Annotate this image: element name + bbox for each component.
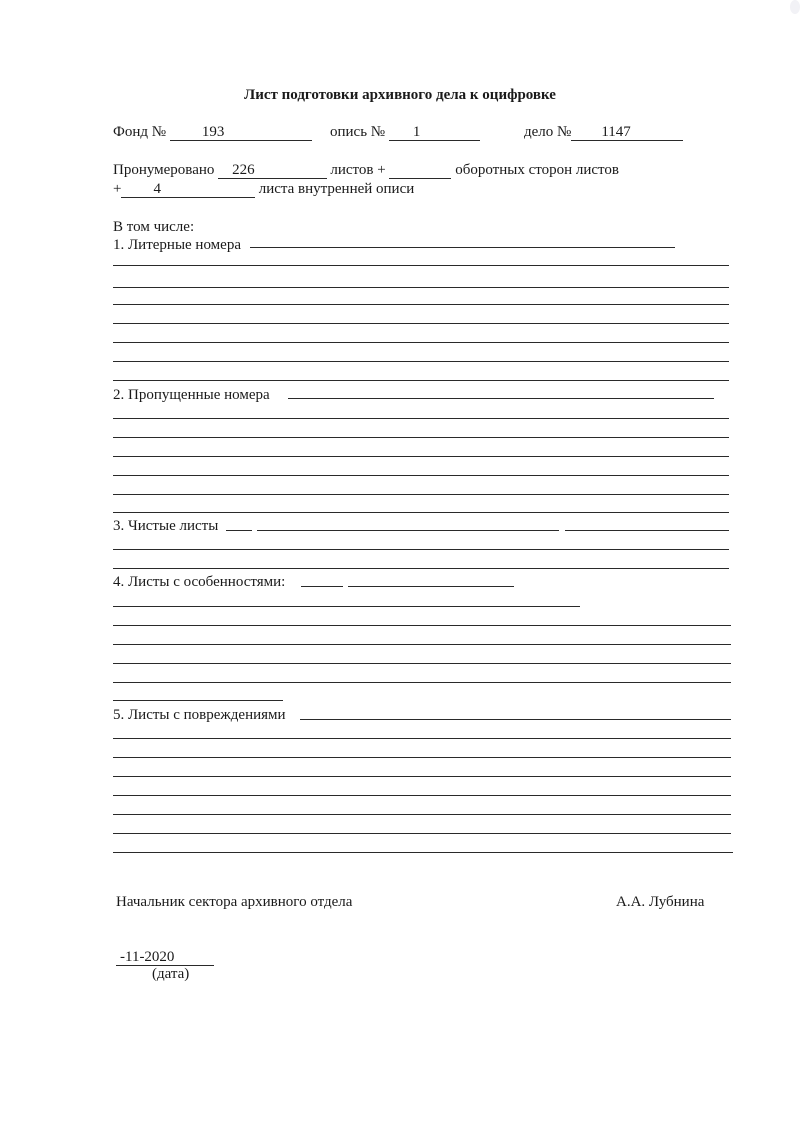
delo-label: дело № (524, 124, 572, 140)
section-missing-numbers: 2. Пропущенные номера (113, 387, 270, 403)
opis-line (330, 123, 480, 141)
fond-value: 193 (201, 124, 225, 140)
section-3-fill-line-c (565, 530, 729, 531)
blank-line (113, 549, 729, 550)
blank-line (113, 361, 729, 362)
scan-mark (790, 0, 800, 14)
including-label: В том числе: (113, 219, 195, 235)
blank-line-short (113, 606, 580, 607)
reverse-blank (389, 163, 451, 179)
blank-line (113, 682, 731, 683)
sheets-blank-tail (255, 163, 327, 179)
section-1-fill-line (250, 247, 675, 248)
blank-line (113, 304, 729, 305)
blank-line (113, 852, 733, 853)
blank-line (113, 265, 729, 266)
blank-line (113, 475, 729, 476)
fond-line (113, 123, 312, 141)
section-3-fill-line-b (257, 530, 559, 531)
fond-label: Фонд № (113, 124, 167, 140)
blank-line (113, 663, 731, 664)
blank-line-tail (113, 700, 283, 701)
opis-blank-lead (389, 125, 413, 141)
inventory-blank-lead (121, 182, 153, 198)
sheets-value: 226 (232, 162, 255, 178)
delo-value: 1147 (601, 124, 631, 140)
numbering-line (113, 161, 619, 179)
blank-line (113, 738, 731, 739)
blank-line (113, 437, 729, 438)
inventory-plus: + (113, 181, 122, 197)
delo-blank-lead (571, 125, 601, 141)
inventory-line (113, 180, 414, 198)
section-damaged-sheets: 5. Листы с повреждениями (113, 707, 286, 723)
sheets-blank-lead (218, 163, 232, 179)
blank-line (113, 494, 729, 495)
sheets-label: листов (330, 162, 374, 178)
inventory-label: листа внутренней описи (258, 181, 415, 197)
section-4-fill-line-b (348, 586, 514, 587)
inventory-value: 4 (153, 181, 161, 197)
blank-line (113, 776, 731, 777)
blank-line (113, 644, 731, 645)
section-3-fill-line-a (226, 530, 252, 531)
blank-line (113, 512, 729, 513)
opis-value: 1 (412, 124, 421, 140)
blank-line (113, 418, 729, 419)
blank-line (113, 456, 729, 457)
document-title: Лист подготовки архивного дела к оцифровке (244, 87, 556, 103)
section-4-fill-line-a (301, 586, 343, 587)
date-line (116, 948, 214, 966)
fond-blank-lead (170, 125, 202, 141)
blank-line (113, 342, 729, 343)
blank-line (113, 757, 731, 758)
blank-line (113, 323, 729, 324)
section-2-fill-line (288, 398, 714, 399)
fond-blank-tail (224, 125, 312, 141)
opis-blank-tail (420, 125, 480, 141)
opis-label: опись № (330, 124, 386, 140)
date-caption: (дата) (152, 966, 190, 982)
section-special-sheets: 4. Листы с особенностями: (113, 574, 286, 590)
blank-line (113, 287, 729, 288)
date-blank-tail (174, 950, 214, 966)
reverse-label: оборотных сторон листов (455, 162, 619, 178)
delo-blank-tail (631, 125, 683, 141)
section-blank-sheets: 3. Чистые листы (113, 518, 219, 534)
section-5-fill-line (300, 719, 731, 720)
blank-line (113, 568, 729, 569)
blank-line (113, 814, 731, 815)
signature-position: Начальник сектора архивного отдела (116, 894, 353, 910)
signature-name: А.А. Лубнина (616, 894, 705, 910)
inventory-blank-tail (161, 182, 255, 198)
blank-line (113, 795, 731, 796)
delo-line (524, 123, 683, 141)
section-literal-numbers: 1. Литерные номера (113, 237, 241, 253)
blank-line (113, 625, 731, 626)
numbering-prefix: Пронумеровано (113, 162, 215, 178)
date-value: -11-2020 (120, 949, 175, 965)
blank-line (113, 833, 731, 834)
plus-sign: + (377, 162, 386, 178)
blank-line (113, 380, 729, 381)
